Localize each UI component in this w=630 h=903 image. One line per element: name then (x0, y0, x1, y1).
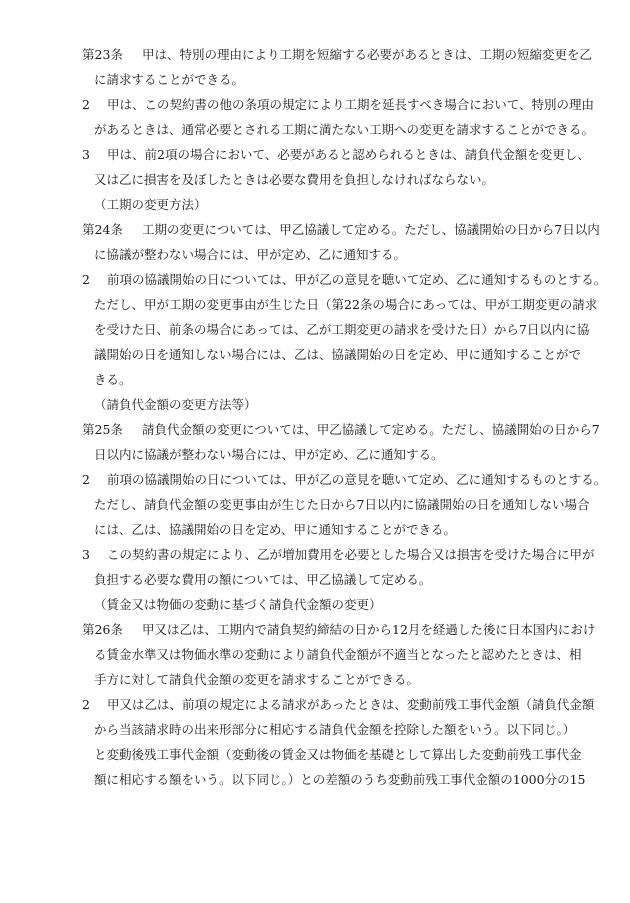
paragraph-text: 甲は、この契約書の他の条項の規定により工期を延長すべき場合において、特別の理由 (107, 97, 595, 112)
article-text: 請負代金額の変更については、甲乙協議して定める。ただし、協議開始の日から7 (142, 422, 600, 437)
paragraph-text: があるときは、通常必要とされる工期に満たない工期への変更を請求することができる。 (94, 122, 595, 137)
article-text: 甲又は乙は、工期内で請負契約締結の日から12月を経過した後に日本国内におけ (142, 622, 596, 637)
article-text: に請求することができる。 (94, 72, 245, 87)
article-heading: （賃金又は物価の変動に基づく請負代金額の変更） (94, 597, 382, 612)
article-26-line-3 (0, 669, 630, 691)
article-24-para-2-line-2 (0, 294, 630, 316)
article-25-para-2-line-2 (0, 494, 630, 516)
article-text: 甲は、特別の理由により工期を短縮する必要があるときは、工期の短縮変更を乙 (142, 47, 593, 62)
article-heading: （請負代金額の変更方法等） (94, 397, 257, 412)
article-24-line-2 (0, 244, 630, 266)
article-23-para-2-line-2 (0, 119, 630, 141)
paragraph-text: 議開始の日を通知しない場合には、乙は、協議開始の日を定め、甲に通知することがで (94, 347, 582, 362)
paragraph-text: 負担する必要な費用の額については、甲乙協議して定める。 (94, 572, 432, 587)
article-25-para-3-line-1 (0, 544, 630, 566)
paragraph-number: 3 (82, 547, 90, 562)
paragraph-text: 甲又は乙は、前項の規定による請求があったときは、変動前残工事代金額（請負代金額 (107, 697, 595, 712)
article-heading: （工期の変更方法） (94, 197, 207, 212)
article-26-line-2 (0, 644, 630, 666)
article-26-para-2-line-3 (0, 744, 630, 766)
article-25-para-3-line-2 (0, 569, 630, 591)
article-24-para-2-line-5 (0, 369, 630, 391)
paragraph-text: 甲は、前2項の場合において、必要があると認められるときは、請負代金額を変更し、 (107, 147, 590, 162)
paragraph-text: には、乙は、協議開始の日を定め、甲に通知することができる。 (94, 522, 457, 537)
article-23-line-2 (0, 69, 630, 91)
article-23-para-2-line-1 (0, 94, 630, 116)
article-25-line-2 (0, 444, 630, 466)
article-24-para-2-line-3 (0, 319, 630, 341)
paragraph-text: この契約書の規定により、乙が増加費用を必要とした場合又は損害を受けた場合に甲が (107, 547, 595, 562)
article-number: 第26条 (82, 622, 123, 637)
paragraph-text: 額に相応する額をいう。以下同じ。）との差額のうち変動前残工事代金額の1000分の15 (94, 772, 586, 787)
article-number: 第23条 (82, 47, 123, 62)
paragraph-text: ただし、請負代金額の変更事由が生じた日から7日以内に協議開始の日を通知しない場合 (94, 497, 590, 512)
article-text: 日以内に協議が整わない場合には、甲が定め、乙に通知する。 (94, 447, 444, 462)
article-text: る賃金水準又は物価水準の変動により請負代金額が不適当となったと認めたときは、相 (94, 647, 582, 662)
paragraph-number: 3 (82, 147, 90, 162)
paragraph-text: ただし、甲が工期の変更事由が生じた日（第22条の場合にあっては、甲が工期変更の請求 (94, 297, 598, 312)
paragraph-number: 2 (82, 697, 90, 712)
article-text: 手方に対して請負代金額の変更を請求することができる。 (94, 672, 420, 687)
article-25-para-2-line-3 (0, 519, 630, 541)
article-26-para-2-line-4 (0, 769, 630, 791)
paragraph-text: から当該請求時の出来形部分に相応する請負代金額を控除した額をいう。以下同じ。） (94, 722, 576, 737)
article-24-heading (0, 194, 630, 216)
article-26-heading (0, 594, 630, 616)
paragraph-number: 2 (82, 272, 90, 287)
paragraph-number: 2 (82, 97, 90, 112)
article-23-line-1 (0, 44, 630, 66)
article-23-para-3-line-2 (0, 169, 630, 191)
paragraph-text: と変動後残工事代金額（変動後の賃金又は物価を基礎として算出した変動前残工事代金 (94, 747, 582, 762)
article-number: 第24条 (82, 222, 123, 237)
article-text: に協議が整わない場合には、甲が定め、乙に通知する。 (94, 247, 407, 262)
article-25-line-1 (0, 419, 630, 441)
paragraph-text: 前項の協議開始の日については、甲が乙の意見を聴いて定め、乙に通知するものとする。 (107, 272, 607, 287)
article-24-para-2-line-4 (0, 344, 630, 366)
article-23-para-3-line-1 (0, 144, 630, 166)
paragraph-text: を受けた日、前条の場合にあっては、乙が工期変更の請求を受けた日）から7日以内に協 (94, 322, 590, 337)
article-26-line-1 (0, 619, 630, 641)
paragraph-text: 前項の協議開始の日については、甲が乙の意見を聴いて定め、乙に通知するものとする。 (107, 472, 607, 487)
article-text: 工期の変更については、甲乙協議して定める。ただし、協議開始の日から7日以内 (142, 222, 600, 237)
article-24-para-2-line-1 (0, 269, 630, 291)
paragraph-text: 又は乙に損害を及ぼしたときは必要な費用を負担しなければならない。 (94, 172, 495, 187)
article-25-para-2-line-1 (0, 469, 630, 491)
article-26-para-2-line-2 (0, 719, 630, 741)
article-number: 第25条 (82, 422, 123, 437)
article-24-line-1 (0, 219, 630, 241)
article-25-heading (0, 394, 630, 416)
paragraph-number: 2 (82, 472, 90, 487)
article-26-para-2-line-1 (0, 694, 630, 716)
paragraph-text: きる。 (94, 372, 132, 387)
